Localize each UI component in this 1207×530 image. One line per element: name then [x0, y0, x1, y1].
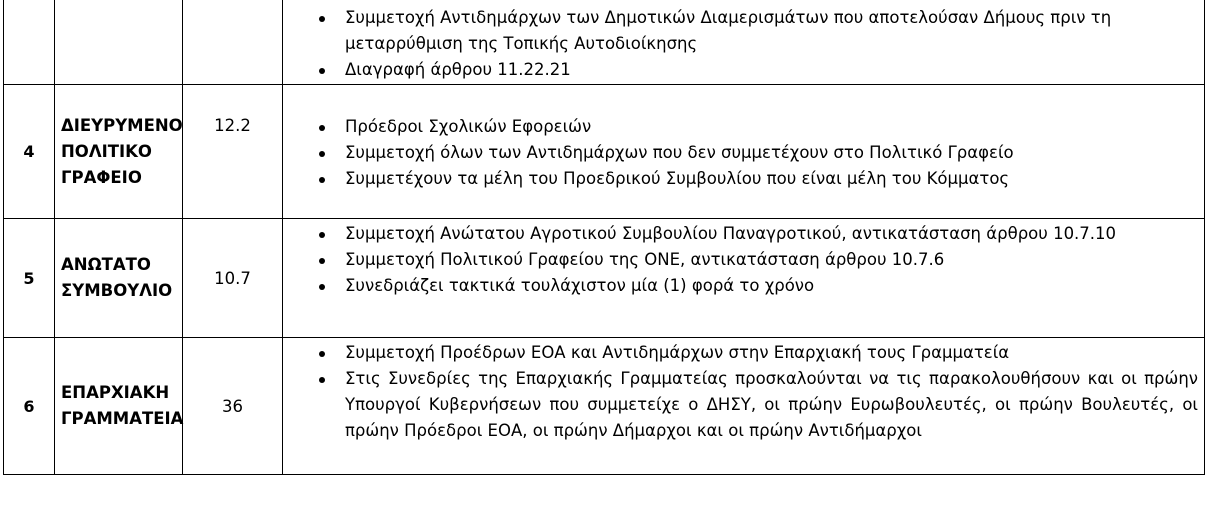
list-item [283, 5, 1204, 57]
body-name-line: ΑΝΩΤΑΤΟ [61, 255, 151, 274]
table-row [4, 338, 1205, 475]
body-name-line: ΕΠΑΡΧΙΑΚΗ [61, 383, 170, 402]
list-item-text: Πρόεδροι Σχολικών Εφορειών [345, 116, 592, 136]
list-item [283, 140, 1204, 166]
list-item-text: Συμμετοχή Ανώτατου Αγροτικού Συμβουλίου Παναγροτικού, αντικατάσταση άρθρου 10.7.10 [345, 224, 1117, 243]
article-number: 36 [183, 338, 283, 475]
list-item [283, 273, 1204, 299]
row-number: 6 [4, 338, 55, 475]
list-item-text: Διαγραφή άρθρου 11.22.21 [345, 60, 571, 79]
changes-list [283, 5, 1204, 83]
list-item-text: Συμμετοχή Προέδρων ΕΟΑ και Αντιδημάρχων στην Επαρχιακή τους Γραμματεία [345, 343, 1010, 362]
bullet-icon [319, 151, 325, 157]
changes-cell [283, 338, 1205, 475]
list-item [283, 57, 1204, 83]
body-name [55, 219, 183, 338]
bullet-icon [319, 351, 325, 357]
article-number: 10.7 [183, 219, 283, 338]
changes-cell [283, 85, 1205, 219]
body-name-line: ΠΟΛΙΤΙΚΟ [61, 141, 152, 161]
list-item [283, 221, 1204, 247]
changes-cell [283, 0, 1205, 85]
table-row [4, 0, 1205, 85]
bullet-icon [319, 125, 325, 131]
row-number: 4 [4, 85, 55, 219]
changes-list [283, 221, 1204, 299]
bullet-icon [319, 232, 325, 238]
body-name-line: ΓΡΑΜΜΑΤΕΙΑ [61, 409, 184, 428]
row-number [4, 0, 55, 85]
body-name-line: ΣΥΜΒΟΥΛΙΟ [61, 281, 173, 300]
body-name [55, 0, 183, 85]
bullet-icon [319, 177, 325, 183]
body-name-line: ΓΡΑΦΕΙΟ [61, 167, 142, 187]
changes-list [283, 114, 1204, 192]
bullet-icon [319, 258, 325, 264]
list-item [283, 340, 1204, 366]
body-name [55, 85, 183, 219]
list-item-text: Συνεδριάζει τακτικά τουλάχιστον μία (1) φορά το χρόνο [345, 276, 815, 295]
row-number: 5 [4, 219, 55, 338]
article-number: 12.2 [214, 116, 251, 135]
list-item-text: Συμμετέχουν τα μέλη του Προεδρικού Συμβουλίου που είναι μέλη του Κόμματος [345, 168, 1010, 188]
table-row [4, 85, 1205, 219]
list-item [283, 366, 1204, 444]
bullet-icon [319, 16, 325, 22]
article-number [183, 0, 283, 85]
table-row [4, 219, 1205, 338]
changes-table [3, 0, 1205, 475]
changes-cell [283, 219, 1205, 338]
list-item [283, 247, 1204, 273]
article-cell [183, 85, 283, 219]
bullet-icon [319, 68, 325, 74]
list-item [283, 166, 1204, 192]
body-name [55, 338, 183, 475]
changes-list [283, 340, 1204, 444]
list-item-text: Συμμετοχή Πολιτικού Γραφείου της ΟΝΕ, αντικατάσταση άρθρου 10.7.6 [345, 250, 945, 269]
list-item-text: Στις Συνεδρίες της Επαρχιακής Γραμματείας προσκαλούνται να τις παρακολουθήσουν και οι πρώην Υπουργοί Κυβερνήσεων που συμμετείχε ο ΔΗΣΥ, οι πρώην Ευρωβουλευτές, οι πρώην Βουλευτές, οι πρώην Πρόεδροι ΕΟΑ, οι πρώην Δήμαρχοι και οι πρώην Αντιδήμαρχοι [345, 369, 1198, 440]
list-item [283, 114, 1204, 140]
list-item-text: Συμμετοχή όλων των Αντιδημάρχων που δεν συμμετέχουν στο Πολιτικό Γραφείο [345, 142, 1014, 162]
body-name-line: ΔΙΕΥΡΥΜΕΝΟ [61, 115, 183, 135]
list-item-text: Συμμετοχή Αντιδημάρχων των Δημοτικών Διαμερισμάτων που αποτελούσαν Δήμους πριν τη μεταρρύθμιση της Τοπικής Αυτοδιοίκησης [345, 8, 1112, 53]
bullet-icon [319, 377, 325, 383]
bullet-icon [319, 284, 325, 290]
